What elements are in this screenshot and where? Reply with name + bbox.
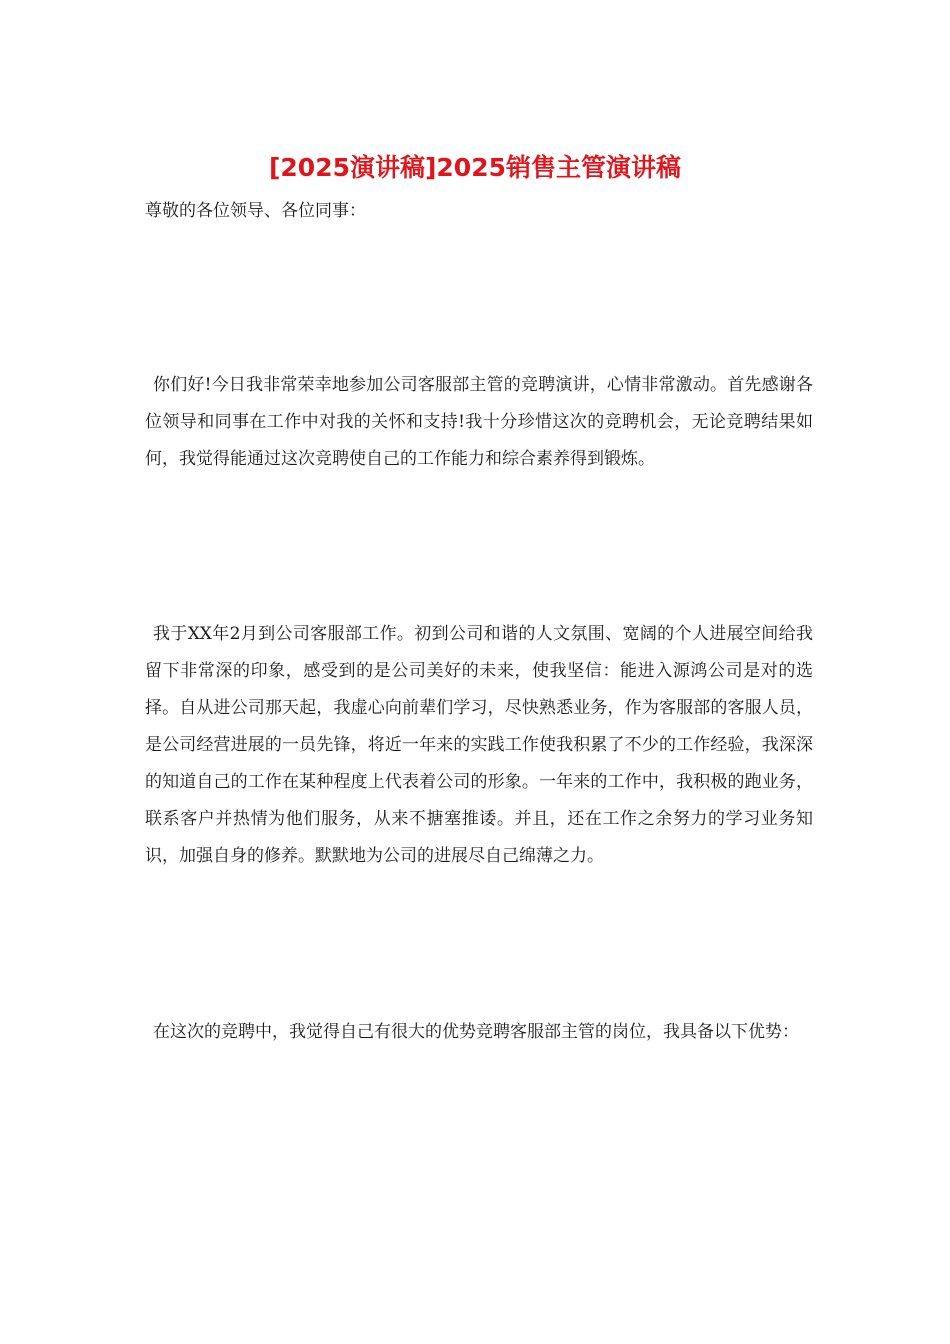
paragraph-3: 在这次的竞聘中，我觉得自己有很大的优势竞聘客服部主管的岗位，我具备以下优势： [153, 1022, 799, 1042]
paragraph-1: 你们好!今日我非常荣幸地参加公司客服部主管的竞聘演讲，心情非常激动。首先感谢各位领导和同事在工作中对我的关怀和支持!我十分珍惜这次的竞聘机会，无论竞聘结果如何，我觉得能通过这次竞聘使自己的工作能力和综合素养得到锻炼。 [145, 375, 813, 469]
document-title: [2025演讲稿]2025销售主管演讲稿 [268, 153, 681, 182]
paragraph-2: 我于XX年2月到公司客服部工作。初到公司和谐的人文氛围、宽阔的个人进展空间给我留下非常深的印象，感受到的是公司美好的未来，使我坚信：能进入源鸿公司是对的选择。自从进公司那天起，我虚心向前辈们学习，尽快熟悉业务，作为客服部的客服人员，是公司经营进展的一员先锋，将近一年来的实践工作使我积累了不少的工作经验，我深深的知道自己的工作在某种程度上代表着公司的形象。一年来的工作中，我积极的跑业务，联系客户并热情为他们服务，从来不搪塞推诿。并且，还在工作之余努力的学习业务知识，加强自身的修养。默默地为公司的进展尽自己绵薄之力。 [145, 624, 813, 866]
salutation: 尊敬的各位领导、各位同事： [145, 201, 366, 221]
